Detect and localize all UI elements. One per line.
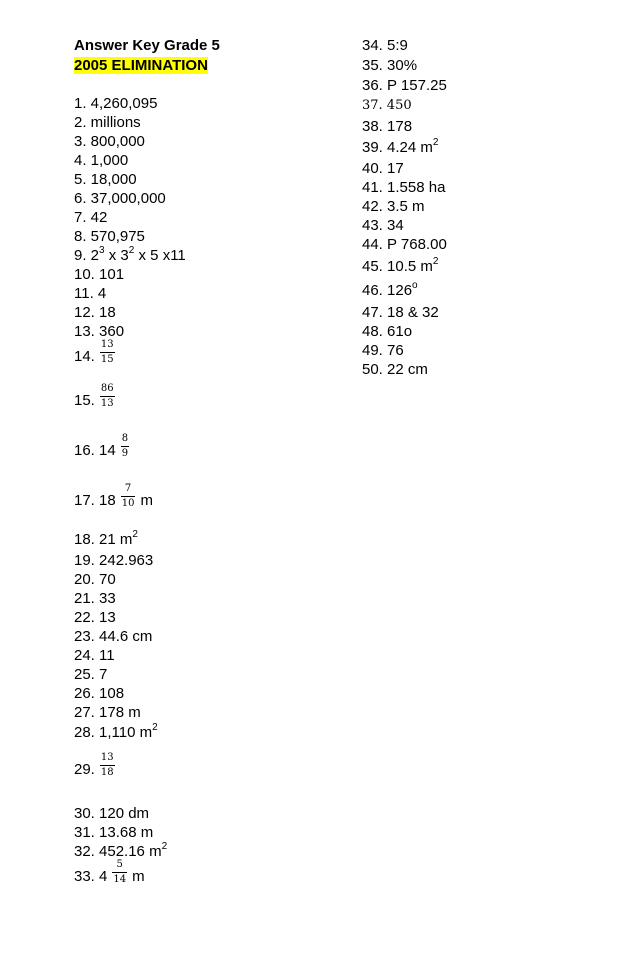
answer-9-post: x 5 x11 [134,247,186,264]
answer-28-exp: 2 [152,722,158,733]
answer-31: 31. 13.68 m [74,824,154,841]
answer-9-exp2: 2 [128,245,135,256]
answer-16-fraction [121,433,129,460]
answer-1: 1. 4,260,095 [74,95,158,112]
answer-42: 42. 3.5 m [362,198,425,215]
answer-15 [74,383,334,433]
subtitle-highlight: 2005 ELIMINATION [74,57,208,74]
answer-9-mid: x 3 [104,247,129,264]
answer-32-exp: 2 [161,841,168,852]
answer-14-numerator: 13 [100,339,115,353]
answer-17-fraction [121,483,136,510]
answer-10: 10. 101 [74,266,125,283]
answer-40: 40. 17 [362,160,404,177]
answer-29-fraction [100,752,115,779]
answer-45-pre: 45. 10.5 m [362,258,433,275]
answer-33-unit: m [132,868,145,885]
answer-18 [74,529,334,551]
page-title: Answer Key Grade 5 [74,37,220,54]
answer-20: 20. 70 [74,571,116,588]
answer-28-pre: 28. 1,110 m [74,724,153,741]
answer-39-pre: 39. 4.24 m [362,139,433,156]
answer-25: 25. 7 [74,666,108,683]
spacer [74,76,334,94]
answer-6: 6. 37,000,000 [74,190,166,207]
answer-38: 38. 178 [362,118,413,135]
answer-23: 23. 44.6 cm [74,628,153,645]
right-column [362,36,602,376]
answer-14-fraction [100,339,115,366]
page-subtitle [74,56,334,76]
answer-29-label: 29. [74,761,95,778]
answer-14 [74,341,334,383]
answer-14-label: 14. [74,348,95,365]
answer-34: 34. 5:9 [362,37,408,54]
answer-33-label: 33. 4 [74,868,108,885]
answer-18-pre: 18. 21 m [74,531,133,548]
answer-37: 37. 450 [362,98,412,113]
answer-39-exp: 2 [432,137,439,148]
answer-29 [74,744,334,804]
answer-15-fraction [100,383,115,410]
answer-15-denominator: 13 [100,398,114,409]
left-column [74,36,334,902]
answer-17 [74,483,334,529]
answer-41: 41. 1.558 ha [362,179,446,196]
answer-5: 5. 18,000 [74,171,137,188]
answer-29-numerator: 13 [100,752,115,766]
answer-44: 44. P 768.00 [362,236,447,253]
answer-21: 21. 33 [74,590,116,607]
answer-17-label: 17. 18 [74,492,116,509]
answer-46 [362,277,602,300]
answer-7: 7. 42 [74,209,108,226]
answer-45 [362,254,602,277]
answer-3: 3. 800,000 [74,133,145,150]
answer-33-numerator: 5 [112,859,127,873]
answer-15-label: 15. [74,392,95,409]
answer-26: 26. 108 [74,685,125,702]
answer-48: 48. 61o [362,323,413,340]
answer-19: 19. 242.963 [74,552,154,569]
answer-13: 13. 360 [74,323,125,340]
answer-35: 35. 30% [362,57,418,74]
answer-33-denominator: 14 [113,874,127,885]
answer-36: 36. P 157.25 [362,77,447,94]
answer-18-exp: 2 [132,529,138,540]
answer-17-denominator: 10 [121,498,135,509]
answer-16-label: 16. 14 [74,442,116,459]
answer-39 [362,136,602,158]
answer-33-fraction [112,859,127,886]
answer-14-denominator: 15 [100,354,114,365]
answer-8: 8. 570,975 [74,228,145,245]
answer-9-pre: 9. 2 [74,247,100,264]
answer-45-exp: 2 [432,256,439,267]
answer-16 [74,433,334,483]
answer-9-exp1: 3 [99,245,105,256]
answer-30: 30. 120 dm [74,805,150,822]
answer-11: 11. 4 [74,285,107,302]
answer-4: 4. 1,000 [74,152,129,169]
answer-17-unit: m [140,492,153,509]
answer-46-pre: 46. 126 [362,282,413,299]
answer-46-exp: o [412,280,418,291]
answer-12: 12. 18 [74,304,116,321]
answer-22: 22. 13 [74,609,116,626]
answer-17-numerator: 7 [121,483,136,497]
answer-32-pre: 32. 452.16 m [74,843,162,860]
answer-9 [74,246,334,265]
answer-49: 49. 76 [362,342,404,359]
answer-28 [74,722,334,744]
answer-24: 24. 11 [74,647,115,664]
answer-50: 50. 22 cm [362,361,428,378]
answer-16-denominator: 9 [121,448,129,459]
answer-27: 27. 178 m [74,704,141,721]
answer-29-denominator: 18 [100,767,114,778]
answer-15-numerator: 86 [100,383,115,397]
answer-33 [74,859,334,902]
answer-43: 43. 34 [362,217,404,234]
answer-2: 2. millions [74,114,141,131]
answer-47: 47. 18 & 32 [362,304,439,321]
answer-16-numerator: 8 [121,433,129,447]
